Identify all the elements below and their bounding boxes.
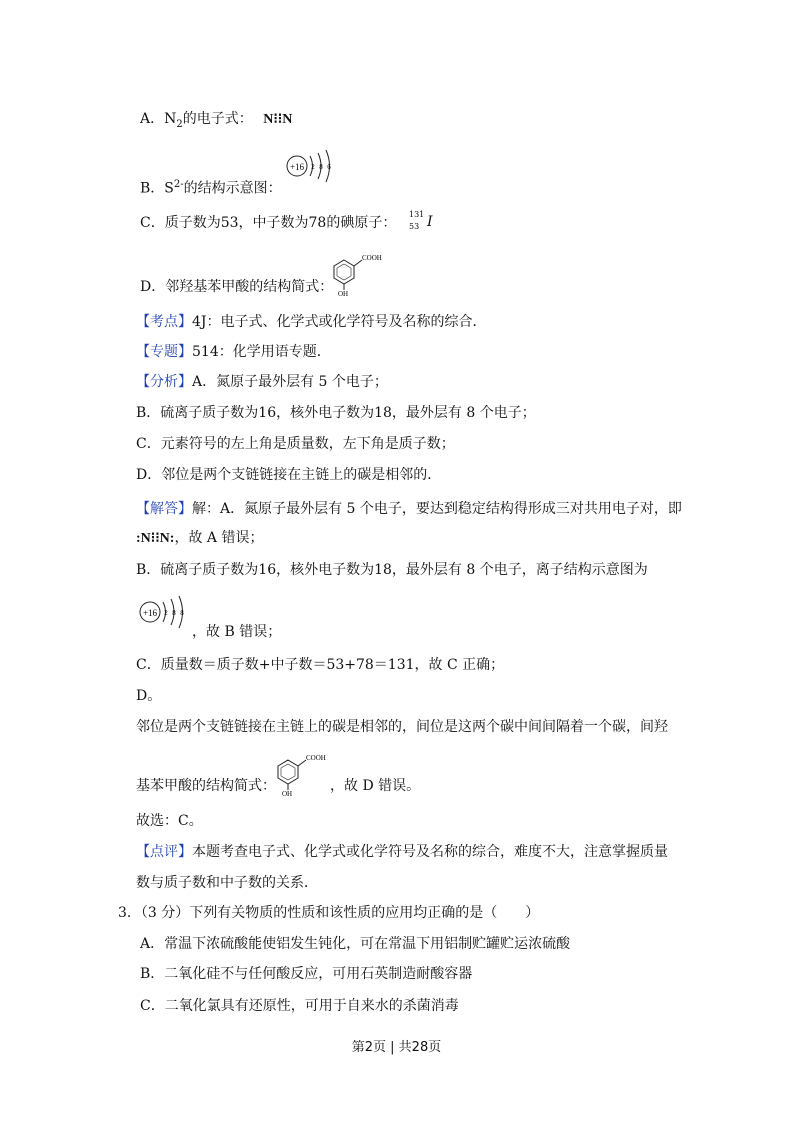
answer-line: 故选：C。 [136,813,203,829]
oh-label-2: OH [282,790,293,796]
ion-nucleus-label: +16 [142,608,158,618]
jieda-c: C．质量数＝质子数+中子数＝53+78＝131，故 C 正确； [136,657,505,673]
n2-electron-formula: N⁝⁝N [263,112,293,127]
s2-structure-diagram [282,148,342,188]
fenxi-d: D．邻位是两个支链链接在主链上的碳是相邻的． [136,467,442,483]
dianping-line-2: 数与质子数和中子数的关系． [136,875,318,891]
benzoic-structure-1 [328,250,388,296]
ion-shell-2-label: 8 [172,609,176,617]
jieda-b: B．硫离子质子数为16，核外电子数为18，最外层有 8 个电子，离子结构示意图为 [136,562,648,578]
jieda-d-3: ，故 D 错误。 [330,778,421,794]
option-a: A．$N_2$的电子式： N⁝⁝N [140,111,293,130]
zhuanti-line: 【专题】514：化学用语专题． [136,344,331,360]
fenxi-b: B．硫离子质子数为16，核外电子数为18，最外层有 8 个电子； [136,405,536,421]
ion-shell-3-label: 8 [180,609,184,617]
kaodian-line: 【考点】4J：电子式、化学式或化学符号及名称的综合． [136,314,487,330]
jieda-d-2: 基苯甲酸的结构简式： [136,778,276,794]
benzoic-structure-2 [272,750,332,796]
question-3-option-b: B．二氧化硅不与任何酸反应，可用石英制造耐酸容器 [140,966,473,982]
jieda-d-1: 邻位是两个支链链接在主链上的碳是相邻的，间位是这两个碳中间间隔着一个碳，间羟 [136,719,668,735]
jieda-a-end: :N⁝⁝N:，故 A 错误； [136,530,264,546]
cooh-label: COOH [362,254,382,262]
option-b: B．$S^{2-}$的结构示意图： [140,179,282,197]
iodine-nuclide-symbol: 131 53 I [409,210,433,231]
fenxi-c: C．元素符号的左上角是质量数，左下角是质子数； [136,436,455,452]
jieda-b-end: ，故 B 错误； [192,624,282,640]
ion-shell-1-label: 2 [164,609,168,617]
shell-3-label: 6 [327,163,331,171]
question-3-option-a: A．常温下浓硫酸能使铝发生钝化，可在常温下用铝制贮罐贮运浓硫酸 [140,936,571,952]
option-c: C．质子数为53，中子数为78的碘原子： [140,215,397,231]
dianping-line: 【点评】本题考查电子式、化学式或化学符号及名称的综合，难度不大，注意掌握质量 [136,844,668,860]
option-d: D．邻羟基苯甲酸的结构简式： [140,279,334,295]
n2-electron-formula-full: :N⁝⁝N: [136,531,175,546]
fenxi-line: 【分析】A．氮原子最外层有 5 个电子； [136,374,388,390]
s2-ion-structure-diagram [136,592,192,636]
jieda-line: 【解答】解：A．氮原子最外层有 5 个电子，要达到稳定结构得形成三对共用电子对，即 [136,501,682,517]
jieda-d-label: D。 [136,688,162,704]
nucleus-label: +16 [289,162,305,172]
question-3-stem: 3．（3 分）下列有关物质的性质和该性质的应用均正确的是（ ） [118,905,540,921]
shell-2-label: 8 [319,163,323,171]
cooh-label-2: COOH [306,754,326,762]
shell-1-label: 2 [311,163,315,171]
question-3-option-c: C．二氧化氯具有还原性，可用于自来水的杀菌消毒 [140,998,459,1014]
page-footer: 第2页 | 共28页 [351,1040,442,1055]
oh-label: OH [338,290,349,296]
